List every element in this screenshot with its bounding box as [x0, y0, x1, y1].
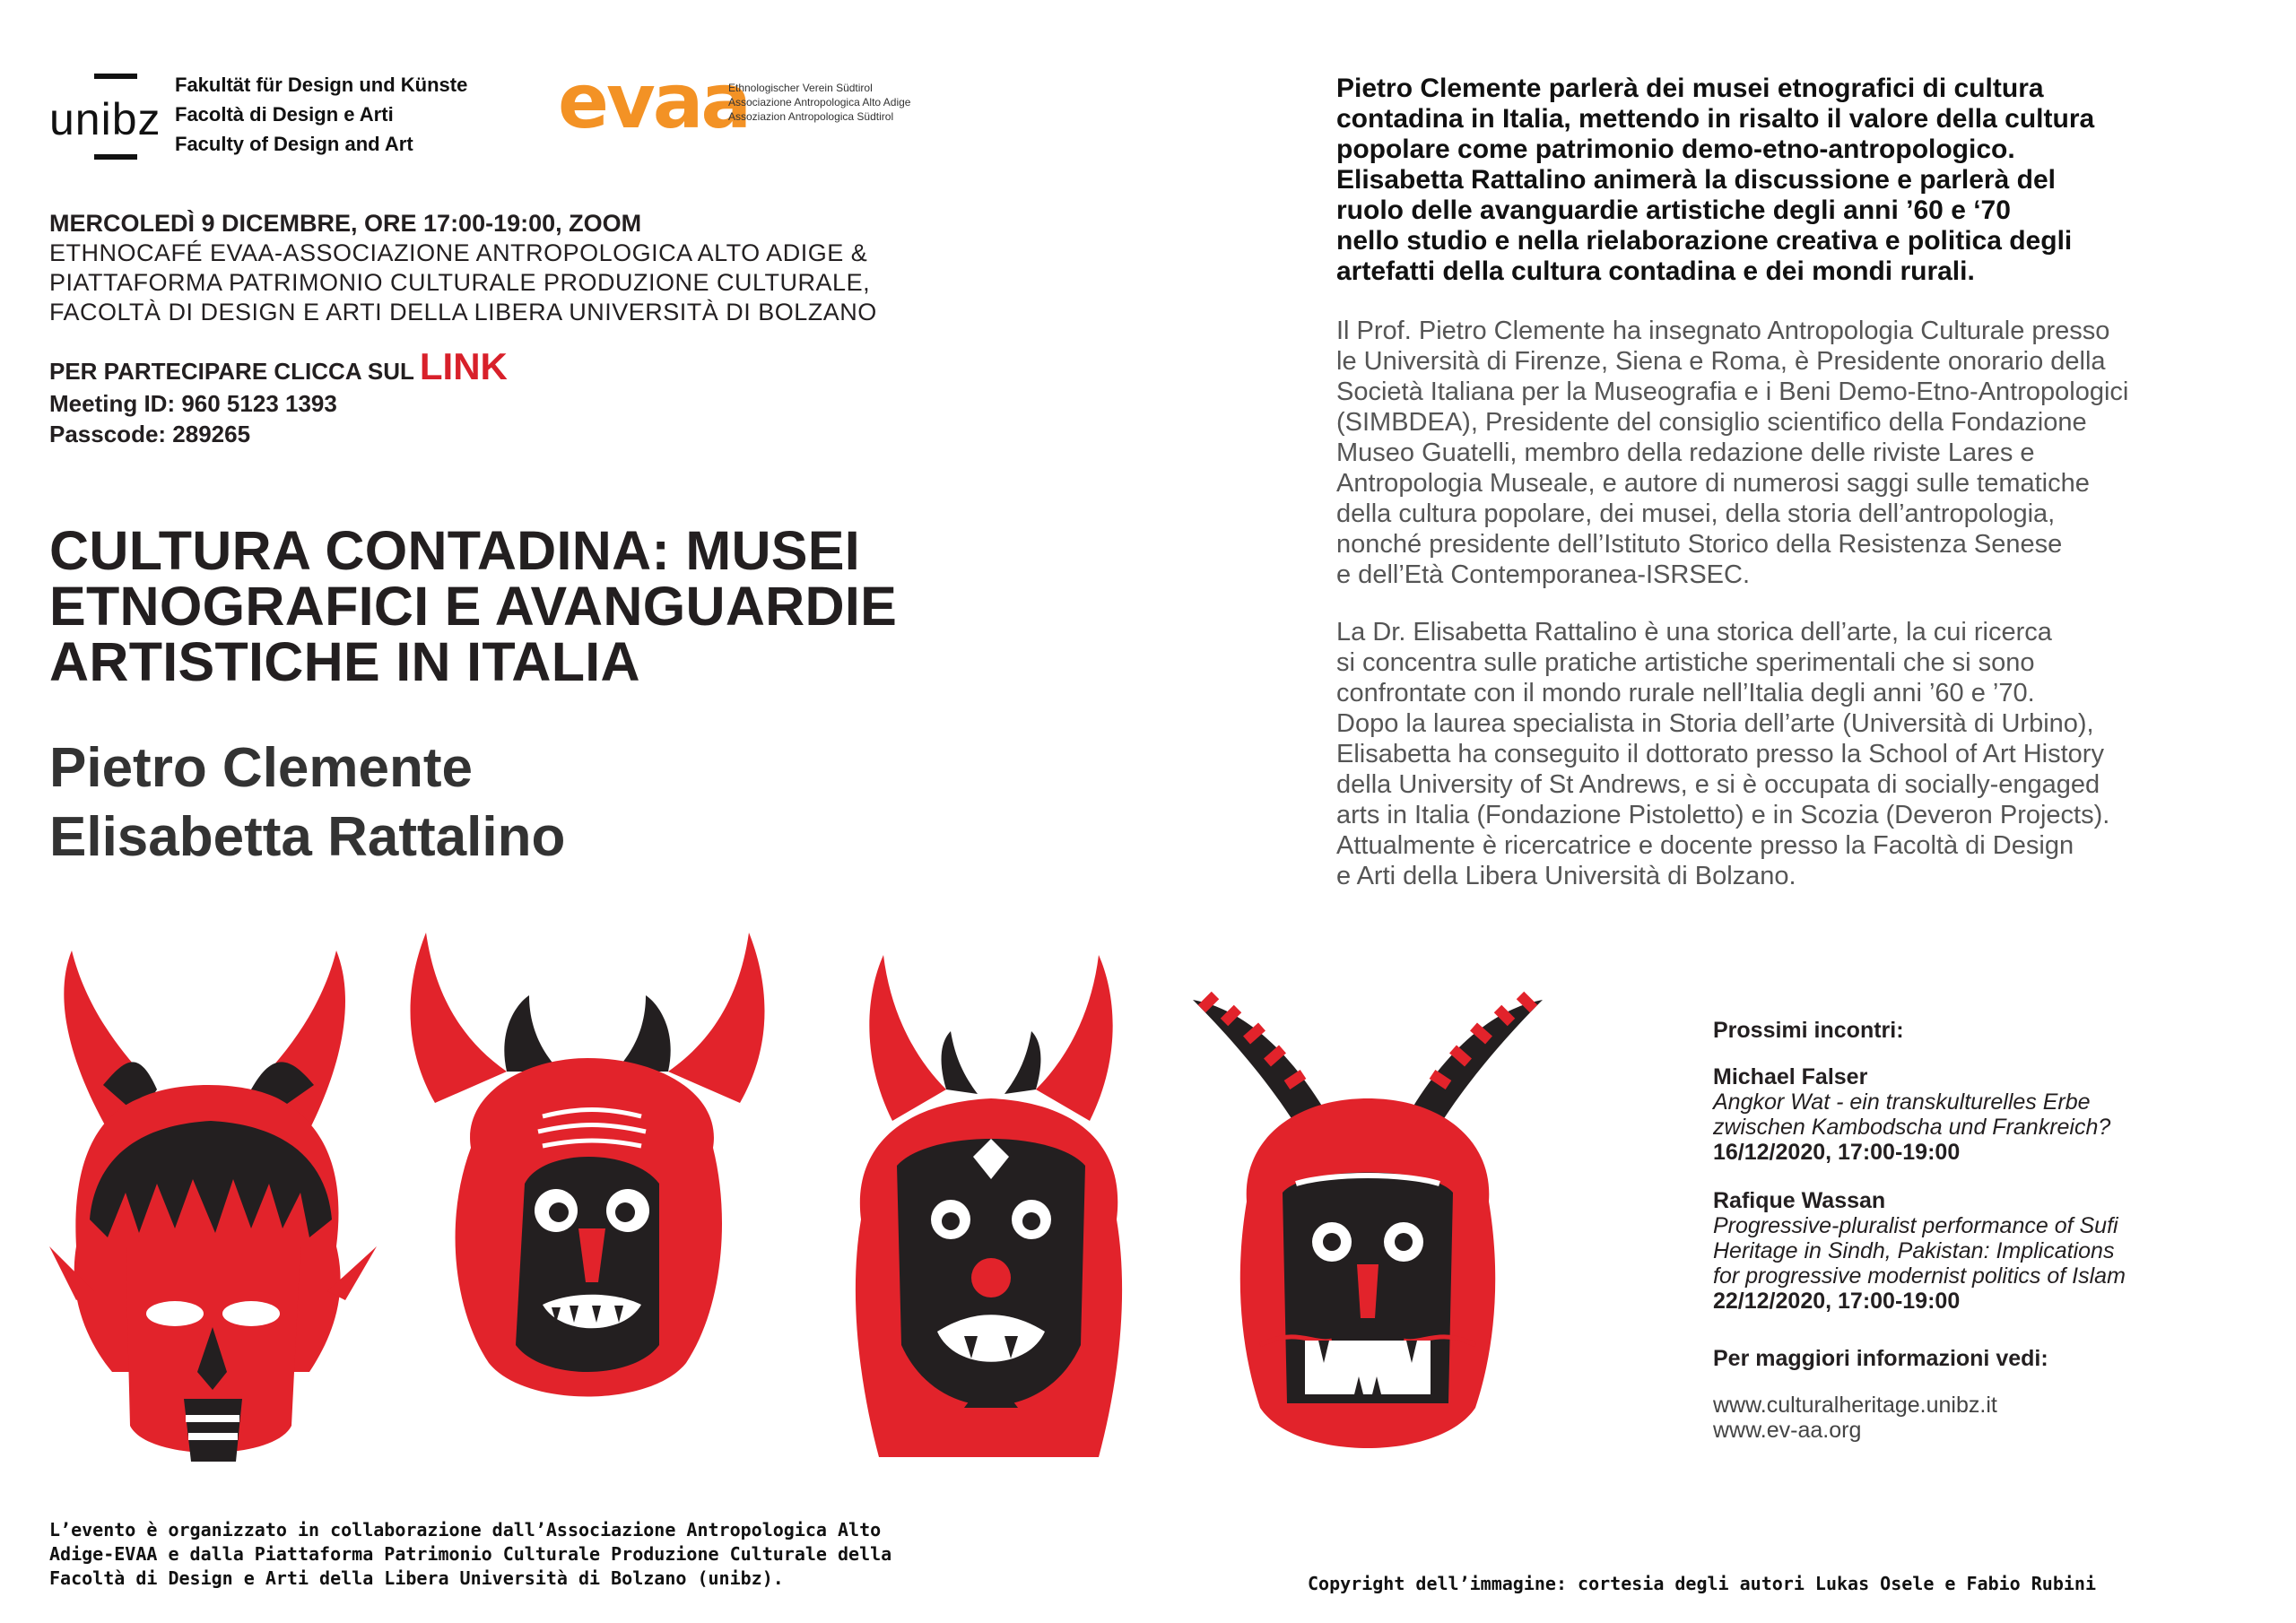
bio-line: (SIMBDEA), Presidente del consiglio scientifico della Fondazione — [1336, 408, 2087, 437]
event-date: MERCOLEDÌ 9 DICEMBRE, ORE 17:00-19:00, ZOOM — [49, 210, 642, 237]
speakers — [49, 733, 565, 872]
evaa-line: Assoziazion Antropologica Südtirol — [728, 110, 894, 123]
organizer-line: FACOLTÀ DI DESIGN E ARTI DELLA LIBERA UNIVERSITÀ DI BOLZANO — [49, 299, 877, 325]
organizer-line: ETHNOCAFÉ EVAA-ASSOCIAZIONE ANTROPOLOGICA ALTO ADIGE & — [49, 239, 868, 266]
footer-line: Adige-EVAA e dalla Piattaforma Patrimonio Culturale Produzione Culturale della — [49, 1543, 892, 1565]
evaa-names — [728, 81, 910, 124]
event-title-line: zwischen Kambodscha und Frankreich? — [1713, 1115, 2111, 1140]
intro-line: nello studio e nella rielaborazione creativa e politica degli — [1336, 226, 2073, 256]
intro-line: artefatti della cultura contadina e dei mondi rurali. — [1336, 256, 1975, 286]
event-date: 22/12/2020, 17:00-19:00 — [1713, 1289, 1961, 1314]
title-line: ETNOGRAFICI E AVANGUARDIE — [49, 576, 898, 637]
bio-line: Dopo la laurea specialista in Storia dell’arte (Università di Urbino), — [1336, 709, 2094, 738]
more-info-heading: Per maggiori informazioni vedi: — [1713, 1346, 2048, 1371]
bio-line: Museo Guatelli, membro della redazione delle riviste Lares e — [1336, 438, 2035, 467]
passcode: Passcode: 289265 — [49, 421, 251, 447]
logo-bar — [94, 154, 137, 160]
organizer-line: PIATTAFORMA PATRIMONIO CULTURALE PRODUZIONE CULTURALE, — [49, 269, 871, 296]
unibz-logo-text: unibz — [49, 94, 161, 144]
intro-line: Elisabetta Rattalino animerà la discussione e parlerà del — [1336, 165, 2056, 195]
bio-line: La Dr. Elisabetta Rattalino è una storica dell’arte, la cui ricerca — [1336, 618, 2052, 647]
bio-line: Antropologia Museale, e autore di numerosi saggi sulle tematiche — [1336, 469, 2090, 498]
event-speaker: Rafique Wassan — [1713, 1188, 1886, 1213]
speaker-name: Elisabetta Rattalino — [49, 806, 566, 868]
bio-line: Il Prof. Pietro Clemente ha insegnato Antropologia Culturale presso — [1336, 317, 2110, 345]
participate-label: PER PARTECIPARE CLICCA SUL — [49, 358, 414, 385]
upcoming-events — [1713, 1018, 2287, 1443]
upcoming-event — [1713, 1188, 2287, 1314]
evaa-line: Ethnologischer Verein Südtirol — [728, 82, 873, 94]
faculty-line-en: Faculty of Design and Art — [175, 133, 413, 155]
evaa-line: Associazione Antropologica Alto Adige — [728, 96, 911, 108]
bio-line: si concentra sulle pratiche artistiche sperimentali che si sono — [1336, 648, 2035, 677]
faculty-line-de: Fakultät für Design und Künste — [175, 74, 468, 96]
footer-line: L’evento è organizzato in collaborazione dall’Associazione Antropologica Alto — [49, 1519, 882, 1541]
event-title-line: Angkor Wat - ein transkulturelles Erbe — [1713, 1089, 2091, 1115]
bio-line: Attualmente è ricercatrice e docente presso la Facoltà di Design — [1336, 831, 2074, 860]
title-line: CULTURA CONTADINA: MUSEI — [49, 520, 861, 581]
intro-line: ruolo delle avanguardie artistiche degli anni ’60 e ‘70 — [1336, 195, 2011, 225]
bio-line: le Università di Firenze, Siena e Roma, è Presidente onorario della — [1336, 347, 2106, 376]
bio-line: e Arti della Libera Università di Bolzano. — [1336, 862, 1796, 890]
website-link[interactable]: www.ev-aa.org — [1713, 1418, 1862, 1443]
faculty-name — [175, 70, 467, 159]
upcoming-event — [1713, 1064, 2287, 1165]
event-title-line: for progressive modernist politics of Islam — [1713, 1263, 2126, 1289]
bio-line: confrontate con il mondo rurale nell’Italia degli anni ’60 e ’70. — [1336, 679, 2035, 707]
bio-line: nonché presidente dell’Istituto Storico della Resistenza Senese — [1336, 530, 2063, 559]
evaa-logo-text: evaa — [558, 57, 750, 145]
faculty-line-it: Facoltà di Design e Arti — [175, 103, 394, 126]
event-date: 16/12/2020, 17:00-19:00 — [1713, 1140, 1961, 1165]
intro-line: contadina in Italia, mettendo in risalto il valore della cultura — [1336, 104, 2095, 134]
organizer-footer — [49, 1518, 1126, 1591]
unibz-logo — [49, 74, 161, 163]
intro-line: popolare come patrimonio demo-etno-antropologico. — [1336, 135, 2015, 164]
participation-block — [49, 345, 857, 449]
event-title-line: Progressive-pluralist performance of Sufi — [1713, 1213, 2118, 1238]
bio-line: Società Italiana per la Museografia e i Beni Demo-Etno-Antropologici — [1336, 378, 2129, 406]
meeting-id: Meeting ID: 960 5123 1393 — [49, 390, 337, 417]
upcoming-heading: Prossimi incontri: — [1713, 1018, 1904, 1043]
footer-line: Facoltà di Design e Arti della Libera Università di Bolzano (unibz). — [49, 1567, 784, 1589]
event-info — [49, 208, 946, 327]
speaker-name: Pietro Clemente — [49, 737, 474, 799]
bio-line: della cultura popolare, dei musei, della storia dell’antropologia, — [1336, 499, 2056, 528]
bio-line: della University of St Andrews, e si è occupata di socially-engaged — [1336, 770, 2100, 799]
zoom-link[interactable]: LINK — [419, 345, 508, 387]
bio-clemente — [1336, 316, 2269, 590]
mask-2 — [411, 933, 765, 1397]
mask-1 — [49, 950, 377, 1462]
intro-paragraph — [1336, 74, 2269, 287]
bio-line: Elisabetta ha conseguito il dottorato presso la School of Art History — [1336, 740, 2104, 768]
bio-rattalino — [1336, 617, 2269, 891]
event-title — [49, 520, 1000, 692]
bio-line: arts in Italia (Fondazione Pistoletto) e in Scozia (Deveron Projects). — [1336, 801, 2110, 829]
intro-line: Pietro Clemente parlerà dei musei etnografici di cultura — [1336, 74, 2044, 103]
krampus-masks-illustration — [40, 924, 1547, 1497]
title-line: ARTISTICHE IN ITALIA — [49, 631, 640, 692]
mask-4 — [1193, 995, 1543, 1448]
mask-3 — [856, 955, 1122, 1457]
website-link[interactable]: www.culturalheritage.unibz.it — [1713, 1393, 1997, 1418]
event-speaker: Michael Falser — [1713, 1064, 1868, 1089]
event-title-line: Heritage in Sindh, Pakistan: Implications — [1713, 1238, 2115, 1263]
logo-bar — [94, 74, 137, 79]
bio-line: e dell’Età Contemporanea-ISRSEC. — [1336, 560, 1751, 589]
image-copyright: Copyright dell’immagine: cortesia degli autori Lukas Osele e Fabio Rubini — [1308, 1573, 2096, 1594]
